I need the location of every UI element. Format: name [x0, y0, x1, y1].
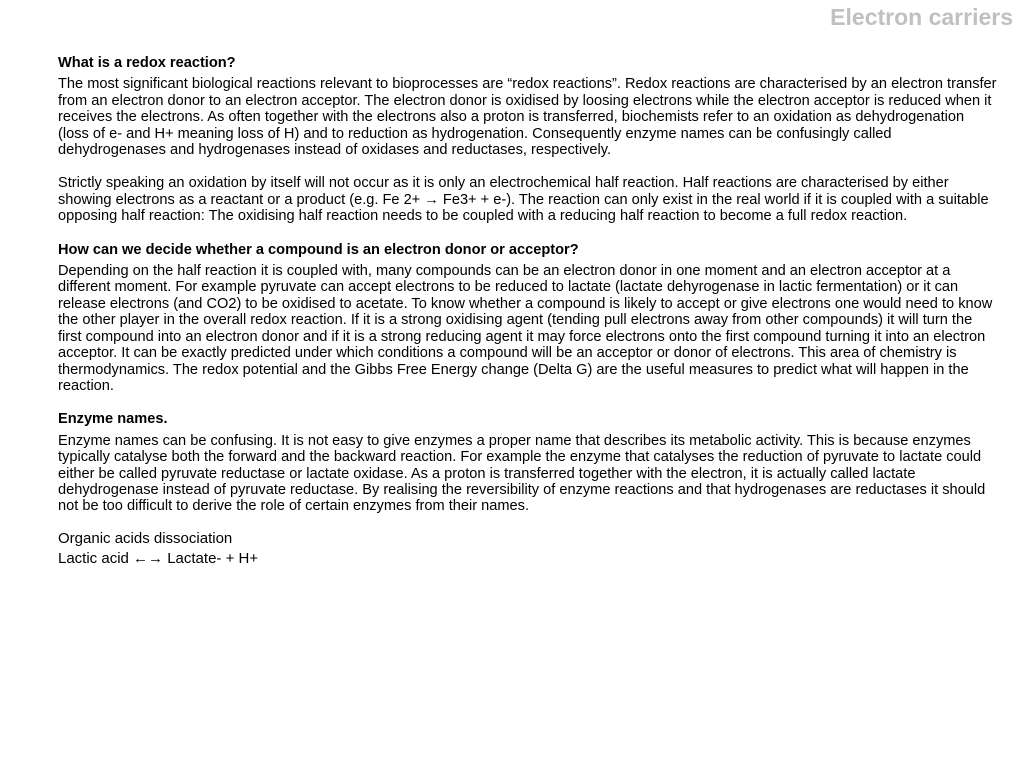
page-title: Electron carriers	[830, 4, 1013, 30]
paragraph-donor-acceptor: Depending on the half reaction it is coupled with, many compounds can be an electron donor in one moment and an electron acceptor at a different moment. For example pyruvate can accept electrons to be reduced to lactate (lactate dehyrogenase in lactic fermentation) or it can release electrons (and CO2) to be oxidised to acetate. To know whether a compound is likely to accept or give electrons one would need to know the other player in the overall redox reaction. If it is a strong oxidising agent (tending pull electrons away from other compounds) it will turn the first compound into an electron donor and if it is a strong reducing agent it may force electrons onto the first compound turning it into an electron acceptor. It can be exactly predicted under which conditions a compound will be an acceptor or donor of electrons. This area of chemistry is thermodynamics. The redox potential and the Gibbs Free Energy change (Delta G) are the useful measures to predict what will happen in the reaction.	[58, 263, 993, 394]
section-heading-donor-acceptor: How can we decide whether a compound is an electron donor or acceptor?	[58, 241, 579, 258]
section-heading-enzyme-names: Enzyme names.	[58, 411, 168, 428]
paragraph-redox-definition: The most significant biological reactions relevant to bioprocesses are “redox reactions”. Redox reactions are characterised by an electron transfer from an electron donor to an electron acceptor. The electron donor is oxidised by loosing electrons while the electron acceptor is reduced when it receives the electrons. As often together with the electrons also a proton is transferred, biochemists refer to an oxidation as dehydrogenation (loss of e- and H+ meaning loss of H) and to reduction as hydrogenation. Consequently enzyme names can be confusingly called dehydrogenases and hydrogenases instead of oxidases and reductases, respectively.	[58, 76, 997, 159]
organic-acids-heading: Organic acids dissociation	[58, 529, 233, 547]
document-body	[58, 55, 998, 571]
paragraph-enzyme-names: Enzyme names can be confusing. It is not easy to give enzymes a proper name that describes its metabolic activity. This is because enzymes typically catalyse both the forward and the backward reaction. For example the enzyme that catalyses the reduction of pyruvate to lactate could either be called pyruvate reductase or lactate oxidase. As a proton is transferred together with the electron, it is actually called lactate dehydrogenase instead of pyruvate reductase. By realising the reversibility of enzyme reactions and that hydrogenases are reductases it should not be too difficult to derive the role of certain enzymes from their names.	[58, 432, 986, 515]
paragraph-half-reactions: Strictly speaking an oxidation by itself will not occur as it is only an electrochemical half reaction. Half reactions are characterised by either showing electrons as a reactant or a product (e.g. Fe 2+ → Fe3+ + e-). The reaction can only exist in the real world if it is coupled with a suitable opposing half reaction: The oxidising half reaction needs to be coupled with a reducing half reaction to become a full redox reaction.	[58, 175, 989, 225]
lactic-acid-equation: Lactic acid ←→ Lactate- + H+	[58, 549, 259, 567]
section-heading-redox: What is a redox reaction?	[58, 55, 236, 71]
